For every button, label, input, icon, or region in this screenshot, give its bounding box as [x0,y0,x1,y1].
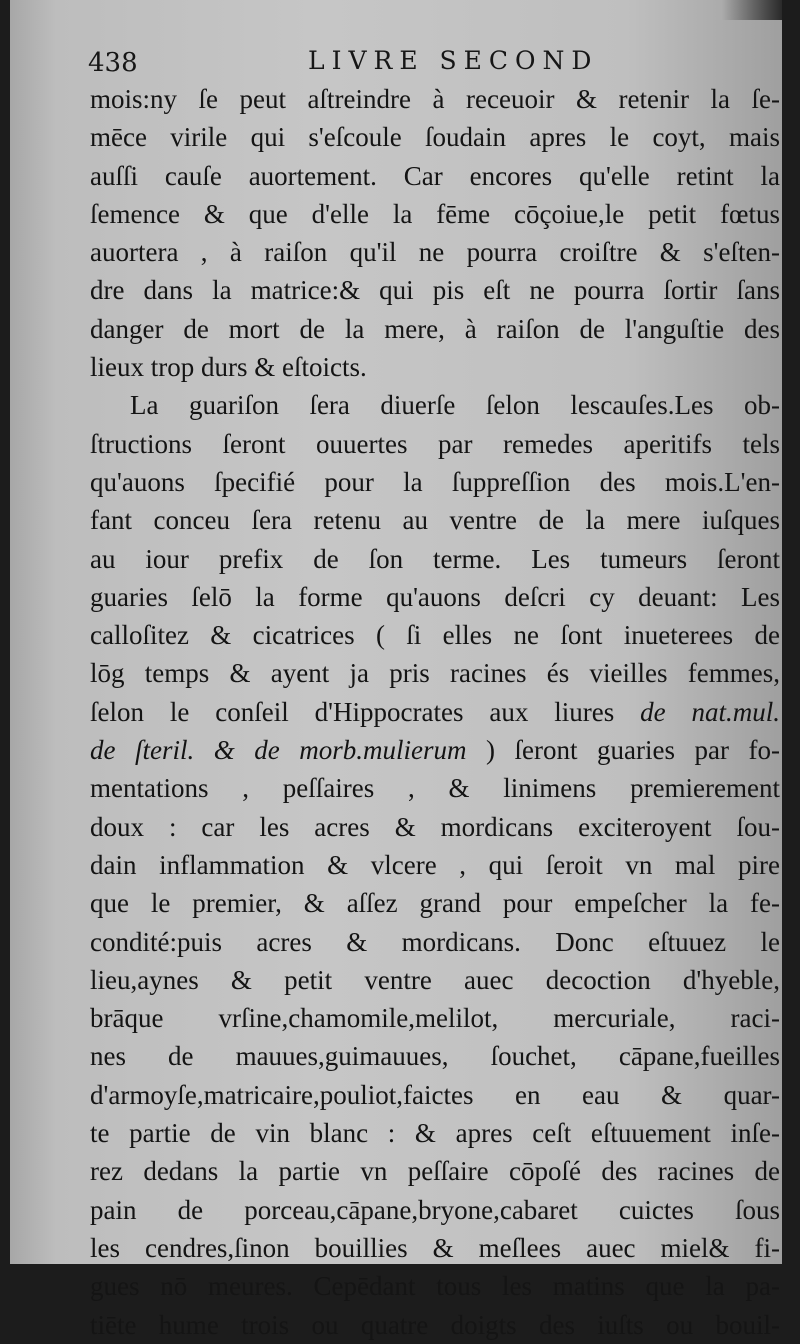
page-edge-shadow [722,0,782,20]
text-line: fant conceu ſera retenu au ventre de la mere iuſques [90,505,780,536]
text-line: auortera , à raiſon qu'il ne pourra croiſtre & s'eſten- [90,237,780,268]
text-line: doux : car les acres & mordicans exciteroyent ſou- [90,811,780,842]
text-line: guaries ſelō la forme qu'auons deſcri cy deuant: Les [90,581,780,612]
text-run: ſelon le conſeil d'Hippocrates aux liures [90,696,615,727]
text-line: brāque vrſine,chamomile,melilot, mercuriale, raci- [90,1003,780,1034]
text-line: lieux trop durs & eſtoicts. [90,352,367,383]
text-line: d'armoyſe,matricaire,pouliot,faictes en eau & quar- [90,1079,780,1110]
text-line: gues nō meures. Cepēdant tous les matins que la pa- [90,1271,780,1302]
text-line: rez dedans la partie vn peſſaire cōpoſé des racines de [90,1156,780,1187]
text-run: ) ſeront guaries par fo- [486,735,780,766]
text-line [90,731,780,769]
text-line: pain de porceau,cāpane,bryone,cabaret cuictes ſous [90,1194,780,1225]
text-line: ſemence & que d'elle la fēme cōçoiue,le petit fœtus [90,198,780,229]
text-line: que le premier, & aſſez grand pour empeſcher la fe- [90,888,780,919]
text-line: mois:ny ſe peut aſtreindre à receuoir & retenir la ſe- [90,84,780,114]
text-line: condité:puis acres & mordicans. Donc eſtuuez le [90,926,780,957]
text-line: au iour prefix de ſon terme. Les tumeurs ſeront [90,543,780,574]
text-line: qu'auons ſpecifié pour la ſuppreſſion des mois.L'en- [90,466,780,497]
text-line: les cendres,ſinon bouillies & meſlees auec miel& fi- [90,1232,780,1263]
text-line: mēce virile qui s'eſcoule ſoudain apres le coyt, mais [90,122,780,153]
text-line: tiēte hume trois ou quatre doigts des iuſts ou bouil- [90,1309,780,1340]
book-page [10,0,782,1340]
text-line: nes de mauues,guimauues, ſouchet, cāpane,fueilles [90,1041,780,1072]
text-line: danger de mort de la mere, à raiſon de l'anguſtie des [90,313,780,344]
text-line: te partie de vin blanc : & apres ceſt eſtuuement inſe- [90,1118,780,1149]
page-number: 438 [88,48,138,78]
text-line: mentations , peſſaires , & linimens premierement [90,773,780,804]
text-line: La guariſon ſera diuerſe ſelon lescauſes.Les ob- [130,390,780,421]
text-line: lōg temps & ayent ja pris racines és vieilles femmes, [90,658,780,689]
italic-reference: de nat.mul. [640,696,781,727]
running-head: LIVRE SECOND [308,46,599,75]
text-line: lieu,aynes & petit ventre auec decoction d'hyeble, [90,964,780,995]
italic-reference: de ſteril. & de morb.mulierum [90,735,467,766]
text-line: dain inflammation & vlcere , qui ſeroit vn mal pire [90,849,780,880]
page-header [88,44,648,84]
text-line: auſſi cauſe auortement. Car encores qu'elle retint la [90,160,780,191]
text-line [90,693,780,731]
text-line: ſtructions ſeront ouuertes par remedes aperitifs tels [90,428,780,459]
text-line: calloſitez & cicatrices ( ſi elles ne ſont inueterees de [90,620,780,651]
text-line: dre dans la matrice:& qui pis eſt ne pourra ſortir ſans [90,275,780,306]
body-text [90,80,780,1344]
